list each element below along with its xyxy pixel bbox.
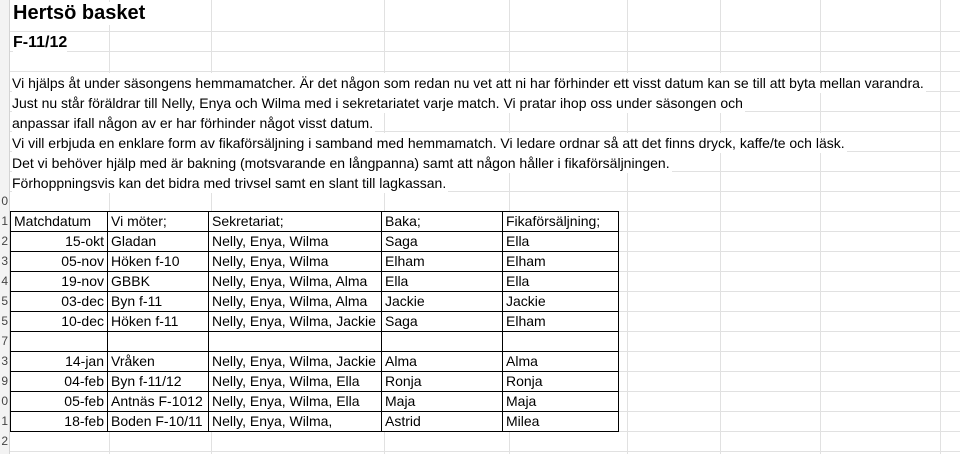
cell-sekretariat[interactable]: Nelly, Enya, Wilma, Ella — [209, 392, 382, 412]
row-number[interactable]: 0 — [1, 394, 8, 408]
info-text-line[interactable]: Just nu står föräldrar till Nelly, Enya och Wilma med i sekretariatet varje match. Vi pratar ihop oss under säsongen och — [12, 95, 743, 111]
header-fikaforsaljning[interactable]: Fikaförsäljning; — [503, 212, 619, 232]
cell-matchdatum[interactable]: 05-feb — [11, 392, 108, 412]
row-number[interactable]: 2 — [1, 234, 8, 248]
cell-fikaforsaljning[interactable]: Ella — [503, 232, 619, 252]
cell-matchdatum[interactable]: 10-dec — [11, 312, 108, 332]
table-row — [11, 332, 619, 352]
row-number[interactable]: 9 — [1, 374, 8, 388]
table-row — [11, 352, 619, 372]
cell-sekretariat[interactable]: Nelly, Enya, Wilma, — [209, 412, 382, 432]
table-row — [11, 372, 619, 392]
row-number[interactable]: 5 — [1, 314, 8, 328]
schedule-table — [10, 211, 619, 432]
cell-matchdatum[interactable]: 05-nov — [11, 252, 108, 272]
row-number[interactable]: 1 — [1, 414, 8, 428]
cell-fikaforsaljning[interactable]: Alma — [503, 352, 619, 372]
row-number[interactable]: 3 — [1, 354, 8, 368]
cell-vi-moter[interactable]: Höken f-10 — [108, 252, 209, 272]
row-number[interactable]: 4 — [1, 274, 8, 288]
cell-fikaforsaljning[interactable]: Ella — [503, 272, 619, 292]
table-row — [11, 252, 619, 272]
cell-fikaforsaljning[interactable]: Ronja — [503, 372, 619, 392]
cell-vi-moter[interactable]: Boden F-10/11 — [108, 412, 209, 432]
cell-vi-moter[interactable]: Vråken — [108, 352, 209, 372]
cell-vi-moter[interactable]: Byn f-11/12 — [108, 372, 209, 392]
cell-sekretariat[interactable] — [209, 332, 382, 352]
cell-matchdatum[interactable]: 14-jan — [11, 352, 108, 372]
cell-sekretariat[interactable]: Nelly, Enya, Wilma, Jackie — [209, 312, 382, 332]
header-vi-moter[interactable]: Vi möter; — [108, 212, 209, 232]
cell-baka[interactable]: Ronja — [382, 372, 503, 392]
row-number[interactable]: 5 — [1, 294, 8, 308]
cell-vi-moter[interactable]: Höken f-11 — [108, 312, 209, 332]
info-text-line[interactable]: Vi vill erbjuda en enklare form av fikaförsäljning i samband med hemmamatch. Vi ledare ordnar så att det finns dryck, kaffe/te och läsk. — [12, 135, 845, 151]
gridline-horizontal — [10, 31, 960, 32]
gridline-vertical — [720, 0, 721, 454]
cell-vi-moter[interactable]: Antnäs F-1012 — [108, 392, 209, 412]
info-text-line[interactable]: Det vi behöver hjälp med är bakning (motsvarande en långpanna) samt att någon håller i fikaförsäljningen. — [12, 155, 670, 171]
header-sekretariat[interactable]: Sekretariat; — [209, 212, 382, 232]
cell-fikaforsaljning[interactable]: Elham — [503, 312, 619, 332]
header-baka[interactable]: Baka; — [382, 212, 503, 232]
sheet-subtitle[interactable]: F-11/12 — [13, 34, 68, 51]
cell-vi-moter[interactable]: Gladan — [108, 232, 209, 252]
cell-sekretariat[interactable]: Nelly, Enya, Wilma, Alma — [209, 292, 382, 312]
table-header-row — [11, 212, 619, 232]
sheet-title[interactable]: Hertsö basket — [13, 2, 146, 24]
info-text-line[interactable]: anpassar ifall någon av er har förhinder något visst datum. — [12, 115, 374, 131]
cell-sekretariat[interactable]: Nelly, Enya, Wilma, Alma — [209, 272, 382, 292]
gridline-vertical — [820, 0, 821, 454]
cell-sekretariat[interactable]: Nelly, Enya, Wilma, Ella — [209, 372, 382, 392]
cell-fikaforsaljning[interactable]: Milea — [503, 412, 619, 432]
row-number[interactable]: 2 — [1, 434, 8, 448]
row-number[interactable]: 3 — [1, 254, 8, 268]
cell-fikaforsaljning[interactable]: Maja — [503, 392, 619, 412]
cell-fikaforsaljning[interactable]: Jackie — [503, 292, 619, 312]
row-number[interactable]: 0 — [1, 194, 8, 208]
cell-fikaforsaljning[interactable] — [503, 332, 619, 352]
gridline-vertical — [940, 0, 941, 454]
cell-matchdatum[interactable]: 19-nov — [11, 272, 108, 292]
table-row — [11, 232, 619, 252]
cell-matchdatum[interactable]: 03-dec — [11, 292, 108, 312]
cell-vi-moter[interactable] — [108, 332, 209, 352]
cell-baka[interactable]: Elham — [382, 252, 503, 272]
cell-baka[interactable]: Saga — [382, 232, 503, 252]
cell-baka[interactable] — [382, 332, 503, 352]
cell-sekretariat[interactable]: Nelly, Enya, Wilma — [209, 232, 382, 252]
gridline-horizontal — [10, 51, 960, 52]
table-row — [11, 272, 619, 292]
header-matchdatum[interactable]: Matchdatum — [11, 212, 108, 232]
table-row — [11, 312, 619, 332]
cell-vi-moter[interactable]: GBBK — [108, 272, 209, 292]
table-row — [11, 412, 619, 432]
info-text-line[interactable]: Vi hjälps åt under säsongens hemmamatcher. Är det någon som redan nu vet att ni har förhinder ett visst datum kan se till att byta mellan varandra. — [12, 75, 924, 91]
cell-matchdatum[interactable]: 15-okt — [11, 232, 108, 252]
gridline-horizontal — [10, 451, 960, 452]
table-row — [11, 392, 619, 412]
row-number[interactable]: 7 — [1, 334, 8, 348]
cell-baka[interactable]: Astrid — [382, 412, 503, 432]
cell-matchdatum[interactable]: 18-feb — [11, 412, 108, 432]
cell-vi-moter[interactable]: Byn f-11 — [108, 292, 209, 312]
cell-baka[interactable]: Saga — [382, 312, 503, 332]
row-number[interactable]: 1 — [1, 214, 8, 228]
gridline-vertical — [627, 0, 628, 454]
cell-sekretariat[interactable]: Nelly, Enya, Wilma, Jackie — [209, 352, 382, 372]
table-row — [11, 292, 619, 312]
cell-baka[interactable]: Jackie — [382, 292, 503, 312]
cell-matchdatum[interactable] — [11, 332, 108, 352]
cell-baka[interactable]: Ella — [382, 272, 503, 292]
cell-sekretariat[interactable]: Nelly, Enya, Wilma — [209, 252, 382, 272]
cell-baka[interactable]: Alma — [382, 352, 503, 372]
cell-fikaforsaljning[interactable]: Elham — [503, 252, 619, 272]
cell-matchdatum[interactable]: 04-feb — [11, 372, 108, 392]
cell-baka[interactable]: Maja — [382, 392, 503, 412]
gridline-horizontal — [10, 71, 960, 72]
info-text-line[interactable]: Förhoppningsvis kan det bidra med trivsel samt en slant till lagkassan. — [12, 175, 447, 191]
